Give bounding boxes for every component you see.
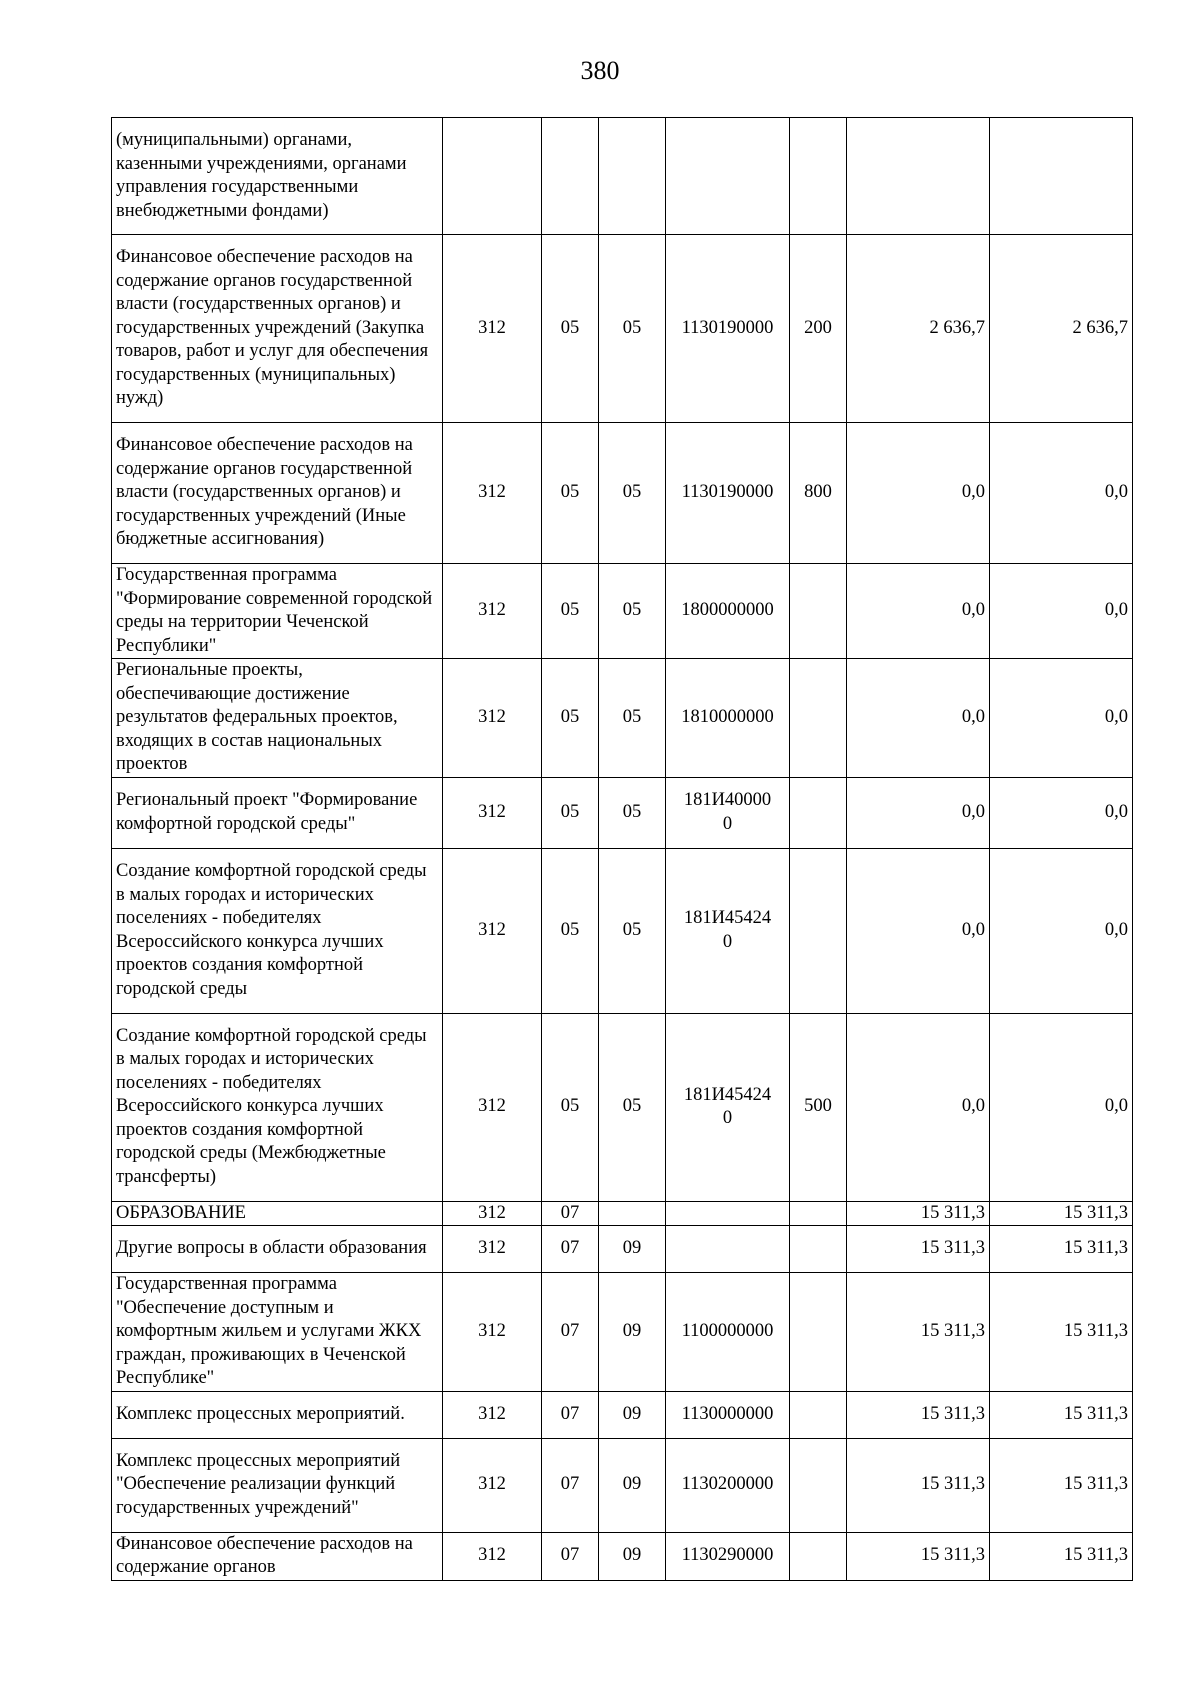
table-row <box>112 1201 1133 1226</box>
row-ministry-code: 312 <box>443 1013 542 1201</box>
row-ministry-code <box>443 118 542 235</box>
row-sum-2 <box>990 118 1133 235</box>
row-target-code <box>666 1201 790 1226</box>
table-row <box>112 1438 1133 1532</box>
row-ministry-code: 312 <box>443 1391 542 1438</box>
row-name: Создание комфортной городской среды в малых городах и исторических поселениях - победителях Всероссийского конкурса лучших проектов создания комфортной городской среды <box>112 848 443 1013</box>
row-subsection-code: 05 <box>599 1013 666 1201</box>
row-sum-1: 0,0 <box>847 423 990 564</box>
table-row <box>112 1391 1133 1438</box>
row-expense-type: 800 <box>790 423 847 564</box>
row-ministry-code: 312 <box>443 1201 542 1226</box>
row-target-code: 1810000000 <box>666 659 790 778</box>
row-sum-1: 15 311,3 <box>847 1201 990 1226</box>
row-name: Региональные проекты, обеспечивающие достижение результатов федеральных проектов, входящих в состав национальных проектов <box>112 659 443 778</box>
row-expense-type <box>790 1201 847 1226</box>
row-section-code: 05 <box>542 235 599 423</box>
row-section-code: 05 <box>542 423 599 564</box>
row-sum-1: 0,0 <box>847 848 990 1013</box>
row-target-code: 1800000000 <box>666 564 790 659</box>
row-section-code: 07 <box>542 1226 599 1273</box>
row-sum-1: 0,0 <box>847 1013 990 1201</box>
row-name: Создание комфортной городской среды в малых городах и исторических поселениях - победителях Всероссийского конкурса лучших проектов создания комфортной городской среды (Межбюджетные трансферты) <box>112 1013 443 1201</box>
row-target-code: 1130200000 <box>666 1438 790 1532</box>
row-sum-2: 15 311,3 <box>990 1391 1133 1438</box>
row-name: Комплекс процессных мероприятий "Обеспечение реализации функций государственных учреждений" <box>112 1438 443 1532</box>
row-ministry-code: 312 <box>443 235 542 423</box>
row-expense-type <box>790 777 847 848</box>
row-ministry-code: 312 <box>443 564 542 659</box>
row-section-code: 05 <box>542 848 599 1013</box>
row-expense-type <box>790 848 847 1013</box>
table-row <box>112 659 1133 778</box>
row-name: ОБРАЗОВАНИЕ <box>112 1201 443 1226</box>
row-ministry-code: 312 <box>443 1532 542 1580</box>
row-section-code: 07 <box>542 1532 599 1580</box>
table-row <box>112 1013 1133 1201</box>
row-target-code <box>666 118 790 235</box>
row-subsection-code <box>599 118 666 235</box>
row-ministry-code: 312 <box>443 423 542 564</box>
row-subsection-code: 05 <box>599 848 666 1013</box>
row-section-code: 07 <box>542 1273 599 1392</box>
row-sum-2: 15 311,3 <box>990 1226 1133 1273</box>
table-row <box>112 1273 1133 1392</box>
row-subsection-code: 09 <box>599 1532 666 1580</box>
row-sum-2: 15 311,3 <box>990 1532 1133 1580</box>
row-name: Финансовое обеспечение расходов на содержание органов государственной власти (государственных органов) и государственных учреждений (Закупка товаров, работ и услуг для обеспечения государственных (муниципальных) нужд) <box>112 235 443 423</box>
row-name: Финансовое обеспечение расходов на содержание органов <box>112 1532 443 1580</box>
row-subsection-code: 05 <box>599 777 666 848</box>
budget-table <box>111 117 1133 1581</box>
row-sum-1 <box>847 118 990 235</box>
row-ministry-code: 312 <box>443 1226 542 1273</box>
row-subsection-code: 05 <box>599 423 666 564</box>
row-expense-type <box>790 1226 847 1273</box>
row-ministry-code: 312 <box>443 848 542 1013</box>
row-expense-type <box>790 1438 847 1532</box>
row-subsection-code: 05 <box>599 564 666 659</box>
row-sum-2: 0,0 <box>990 659 1133 778</box>
row-ministry-code: 312 <box>443 777 542 848</box>
row-subsection-code: 09 <box>599 1438 666 1532</box>
row-sum-1: 0,0 <box>847 564 990 659</box>
row-expense-type <box>790 1391 847 1438</box>
table-row <box>112 848 1133 1013</box>
row-ministry-code: 312 <box>443 1438 542 1532</box>
row-sum-1: 0,0 <box>847 777 990 848</box>
row-subsection-code: 05 <box>599 659 666 778</box>
row-section-code: 05 <box>542 1013 599 1201</box>
row-expense-type <box>790 564 847 659</box>
row-name: Финансовое обеспечение расходов на содержание органов государственной власти (государственных органов) и государственных учреждений (Иные бюджетные ассигнования) <box>112 423 443 564</box>
row-subsection-code <box>599 1201 666 1226</box>
row-sum-2: 0,0 <box>990 1013 1133 1201</box>
table-row <box>112 777 1133 848</box>
row-name: Государственная программа "Формирование современной городской среды на территории Чеченской Республики" <box>112 564 443 659</box>
row-section-code: 07 <box>542 1438 599 1532</box>
row-target-code <box>666 1226 790 1273</box>
row-target-code: 181И40000 0 <box>666 777 790 848</box>
row-target-code: 1130190000 <box>666 235 790 423</box>
row-sum-1: 15 311,3 <box>847 1532 990 1580</box>
row-sum-1: 15 311,3 <box>847 1226 990 1273</box>
row-sum-2: 0,0 <box>990 564 1133 659</box>
row-expense-type: 200 <box>790 235 847 423</box>
row-section-code: 07 <box>542 1391 599 1438</box>
page-number: 380 <box>580 56 620 85</box>
row-name: (муниципальными) органами, казенными учреждениями, органами управления государственными внебюджетными фондами) <box>112 118 443 235</box>
row-target-code: 181И45424 0 <box>666 1013 790 1201</box>
row-sum-2: 15 311,3 <box>990 1201 1133 1226</box>
row-ministry-code: 312 <box>443 659 542 778</box>
table-row <box>112 235 1133 423</box>
row-expense-type <box>790 118 847 235</box>
row-sum-2: 15 311,3 <box>990 1273 1133 1392</box>
row-expense-type <box>790 659 847 778</box>
row-sum-2: 0,0 <box>990 423 1133 564</box>
row-subsection-code: 09 <box>599 1273 666 1392</box>
row-subsection-code: 09 <box>599 1226 666 1273</box>
row-sum-1: 0,0 <box>847 659 990 778</box>
table-row <box>112 564 1133 659</box>
row-sum-1: 15 311,3 <box>847 1391 990 1438</box>
row-sum-2: 2 636,7 <box>990 235 1133 423</box>
row-target-code: 181И45424 0 <box>666 848 790 1013</box>
row-subsection-code: 09 <box>599 1391 666 1438</box>
row-sum-1: 2 636,7 <box>847 235 990 423</box>
row-section-code: 07 <box>542 1201 599 1226</box>
table-row <box>112 423 1133 564</box>
row-expense-type <box>790 1532 847 1580</box>
row-section-code: 05 <box>542 777 599 848</box>
row-target-code: 1130000000 <box>666 1391 790 1438</box>
row-sum-2: 0,0 <box>990 848 1133 1013</box>
table-row <box>112 1532 1133 1580</box>
row-ministry-code: 312 <box>443 1273 542 1392</box>
row-section-code <box>542 118 599 235</box>
table-row <box>112 118 1133 235</box>
row-subsection-code: 05 <box>599 235 666 423</box>
row-expense-type: 500 <box>790 1013 847 1201</box>
row-sum-2: 15 311,3 <box>990 1438 1133 1532</box>
row-sum-1: 15 311,3 <box>847 1273 990 1392</box>
row-expense-type <box>790 1273 847 1392</box>
row-sum-2: 0,0 <box>990 777 1133 848</box>
row-target-code: 1100000000 <box>666 1273 790 1392</box>
row-target-code: 1130290000 <box>666 1532 790 1580</box>
row-name: Региональный проект "Формирование комфортной городской среды" <box>112 777 443 848</box>
row-name: Комплекс процессных мероприятий. <box>112 1391 443 1438</box>
row-sum-1: 15 311,3 <box>847 1438 990 1532</box>
row-section-code: 05 <box>542 564 599 659</box>
row-name: Другие вопросы в области образования <box>112 1226 443 1273</box>
row-target-code: 1130190000 <box>666 423 790 564</box>
row-name: Государственная программа "Обеспечение доступным и комфортным жильем и услугами ЖКХ граждан, проживающих в Чеченской Республике" <box>112 1273 443 1392</box>
table-row <box>112 1226 1133 1273</box>
row-section-code: 05 <box>542 659 599 778</box>
